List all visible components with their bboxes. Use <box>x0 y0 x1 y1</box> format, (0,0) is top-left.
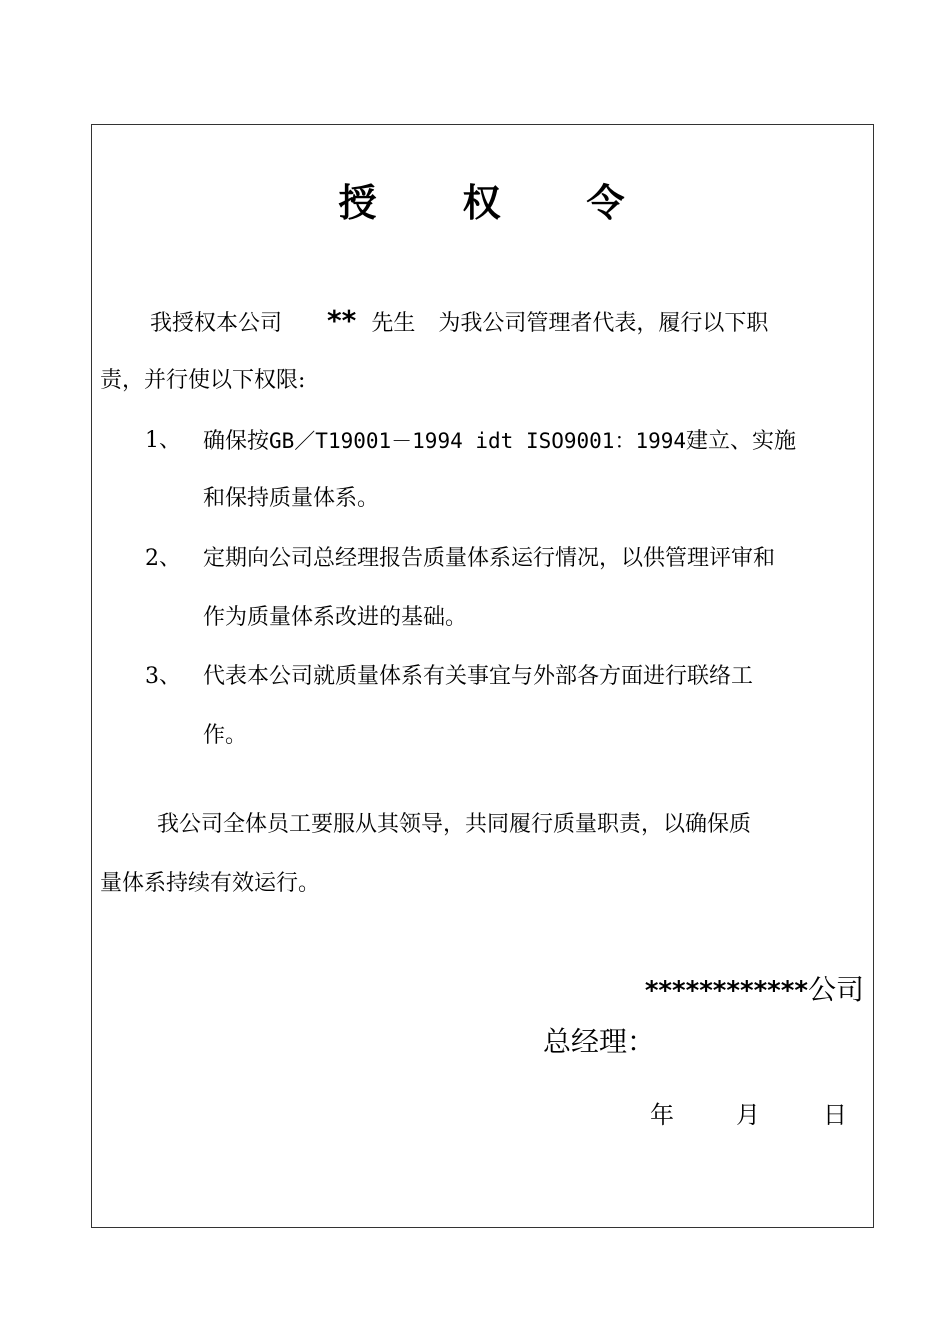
company-name-mask: ************ <box>644 976 808 1006</box>
item-1-line-2: 和保持质量体系。 <box>203 486 380 511</box>
title-char-2: 权 <box>462 181 503 225</box>
title-char-3: 令 <box>586 181 627 225</box>
item-2-number: 2、 <box>145 546 181 571</box>
intro-name: ** <box>327 304 357 337</box>
item-1-text-a: 确保按 <box>203 429 270 454</box>
signature-company <box>645 970 864 1011</box>
item-3-number: 3、 <box>145 664 181 689</box>
title-char-1: 授 <box>338 181 379 225</box>
closing-line-1: 我公司全体员工要服从其领导，共同履行质量职责，以确保质 <box>157 812 752 837</box>
general-manager-label: 总经理： <box>543 1025 656 1058</box>
item-2-line-2: 作为质量体系改进的基础。 <box>203 605 468 630</box>
intro-suffix: 为我公司管理者代表，履行以下职 <box>438 311 769 336</box>
date-year: 年 <box>650 1101 674 1129</box>
item-1-standard: GB／T19001－1994 idt ISO9001：1994 <box>269 429 687 453</box>
closing-line-2: 量体系持续有效运行。 <box>100 871 321 896</box>
intro-prefix: 我授权本公司 <box>150 311 283 336</box>
date-month: 月 <box>736 1101 760 1129</box>
date-day: 日 <box>823 1101 847 1129</box>
item-3-line-1: 代表本公司就质量体系有关事宜与外部各方面进行联络工 <box>203 664 754 689</box>
item-1-line-1 <box>203 426 796 457</box>
company-suffix: 公司 <box>807 973 864 1006</box>
intro-title: 先生 <box>371 311 416 336</box>
item-2-line-1: 定期向公司总经理报告质量体系运行情况，以供管理评审和 <box>203 546 776 571</box>
document-title <box>91 178 874 228</box>
item-1-text-c: 建立、实施 <box>686 429 797 454</box>
item-1-number: 1、 <box>145 428 181 453</box>
intro-line-1 <box>150 306 768 339</box>
item-3-line-2: 作。 <box>203 723 248 748</box>
intro-line-2: 责，并行使以下权限: <box>100 368 306 393</box>
